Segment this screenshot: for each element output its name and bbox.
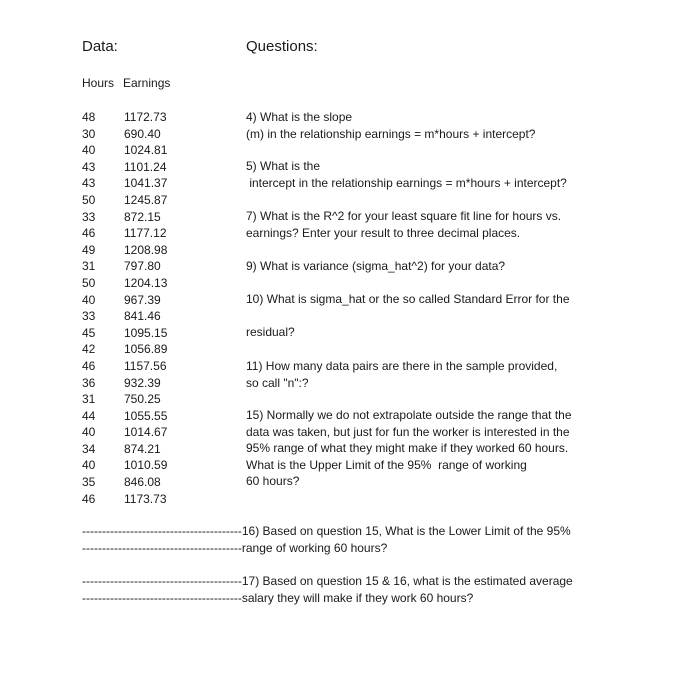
hours-cell: 43 <box>82 176 96 191</box>
table-row <box>82 474 194 491</box>
hours-column-header: Hours <box>82 76 115 90</box>
table-row <box>82 225 194 242</box>
table-row <box>82 375 194 392</box>
hours-cell: 40 <box>82 425 96 440</box>
hours-cell: 46 <box>82 358 96 373</box>
earnings-cell: 1041.37 <box>124 176 168 191</box>
question-4-line: 4) What is the slope <box>246 110 353 124</box>
data-heading: Data: <box>82 38 118 55</box>
earnings-cell: 1208.98 <box>124 242 168 257</box>
earnings-cell: 846.08 <box>124 475 161 490</box>
earnings-cell: 1204.13 <box>124 275 168 290</box>
question-5-line: 5) What is the <box>246 159 321 173</box>
earnings-cell: 1014.67 <box>124 425 168 440</box>
table-row <box>82 308 194 325</box>
earnings-cell: 690.40 <box>124 126 161 141</box>
table-row <box>82 175 194 192</box>
earnings-cell: 1010.59 <box>124 458 168 473</box>
question-15-line: data was taken, but just for fun the worker is interested in the <box>246 424 570 439</box>
hours-cell: 50 <box>82 275 96 290</box>
earnings-column-header: Earnings <box>123 76 171 90</box>
question-15-line: 60 hours? <box>246 474 300 489</box>
hours-cell: 31 <box>82 392 96 407</box>
table-row <box>82 275 194 292</box>
hours-cell: 49 <box>82 242 96 257</box>
hours-cell: 30 <box>82 126 96 141</box>
question-10-line: residual? <box>246 325 295 339</box>
table-row <box>82 424 194 441</box>
hours-cell: 45 <box>82 325 96 340</box>
table-row <box>82 126 194 143</box>
hours-cell: 31 <box>82 259 96 274</box>
hours-cell: 40 <box>82 143 96 158</box>
table-row <box>82 441 194 458</box>
hours-cell: 43 <box>82 159 96 174</box>
earnings-cell: 1095.15 <box>124 325 168 340</box>
table-row <box>82 391 194 408</box>
question-15-line: 95% range of what they might make if they worked 60 hours. <box>246 441 569 456</box>
table-row <box>82 109 194 126</box>
question-15-line: What is the Upper Limit of the 95% range of working <box>246 457 527 472</box>
question-11-line: 11) How many data pairs are there in the sample provided, <box>246 359 558 373</box>
data-table <box>82 109 194 507</box>
hours-cell: 33 <box>82 209 96 224</box>
question-7-line: earnings? Enter your result to three decimal places. <box>246 225 521 240</box>
table-row <box>82 325 194 342</box>
table-row <box>82 258 194 275</box>
hours-cell: 50 <box>82 192 96 207</box>
earnings-cell: 1101.24 <box>124 159 167 174</box>
hours-cell: 42 <box>82 342 96 357</box>
question-17-line: ----------------------------------------salary they will make if they work 60 hours? <box>82 590 474 605</box>
earnings-cell: 750.25 <box>124 392 161 407</box>
table-row <box>82 192 194 209</box>
table-row <box>82 341 194 358</box>
table-row <box>82 242 194 259</box>
table-row <box>82 209 194 226</box>
questions-heading: Questions: <box>246 38 318 55</box>
question-5-line: intercept in the relationship earnings = m*hours + intercept? <box>246 175 567 190</box>
hours-cell: 40 <box>82 292 96 307</box>
question-10-line: 10) What is sigma_hat or the so called Standard Error for the <box>246 292 570 306</box>
table-row <box>82 292 194 309</box>
question-11 <box>246 358 557 391</box>
question-16-line: ----------------------------------------16) Based on question 15, What is the Lower Limit of the 95% <box>82 524 571 538</box>
hours-cell: 40 <box>82 458 96 473</box>
earnings-cell: 967.39 <box>124 292 161 307</box>
earnings-cell: 932.39 <box>124 375 161 390</box>
table-row <box>82 358 194 375</box>
table-row <box>82 142 194 159</box>
earnings-cell: 1157.56 <box>124 358 167 373</box>
question-17-line: ----------------------------------------17) Based on question 15 & 16, what is the estimated average <box>82 574 573 588</box>
earnings-cell: 841.46 <box>124 309 161 324</box>
earnings-cell: 872.15 <box>124 209 161 224</box>
earnings-cell: 1056.89 <box>124 342 168 357</box>
earnings-cell: 1055.55 <box>124 408 168 423</box>
earnings-cell: 1173.73 <box>124 491 167 506</box>
question-7 <box>246 208 561 241</box>
hours-cell: 46 <box>82 491 96 506</box>
earnings-cell: 1177.12 <box>124 226 167 241</box>
question-4-line: (m) in the relationship earnings = m*hours + intercept? <box>246 126 536 141</box>
question-15-line: 15) Normally we do not extrapolate outside the range that the <box>246 408 572 422</box>
question-10 <box>246 291 570 308</box>
hours-cell: 33 <box>82 309 96 324</box>
question-9 <box>246 258 505 275</box>
earnings-cell: 874.21 <box>124 441 161 456</box>
earnings-cell: 1024.81 <box>124 143 168 158</box>
hours-cell: 48 <box>82 110 96 124</box>
earnings-cell: 1245.87 <box>124 192 168 207</box>
question-16-line: ----------------------------------------range of working 60 hours? <box>82 540 388 555</box>
table-row <box>82 457 194 474</box>
hours-cell: 36 <box>82 375 96 390</box>
question-15 <box>246 407 572 490</box>
hours-cell: 35 <box>82 475 96 490</box>
question-17 <box>82 573 573 606</box>
question-7-line: 7) What is the R^2 for your least square fit line for hours vs. <box>246 209 562 223</box>
question-16 <box>82 523 571 556</box>
hours-cell: 34 <box>82 441 96 456</box>
earnings-cell: 797.80 <box>124 259 161 274</box>
question-4 <box>246 109 535 142</box>
question-5 <box>246 158 567 191</box>
table-row <box>82 159 194 176</box>
table-row <box>82 408 194 425</box>
question-9-line: 9) What is variance (sigma_hat^2) for your data? <box>246 259 506 273</box>
earnings-cell: 1172.73 <box>124 110 167 124</box>
question-11-line: so call "n":? <box>246 375 309 390</box>
hours-cell: 44 <box>82 408 96 423</box>
hours-cell: 46 <box>82 226 96 241</box>
question-10-continued <box>246 324 295 341</box>
table-row <box>82 491 194 508</box>
